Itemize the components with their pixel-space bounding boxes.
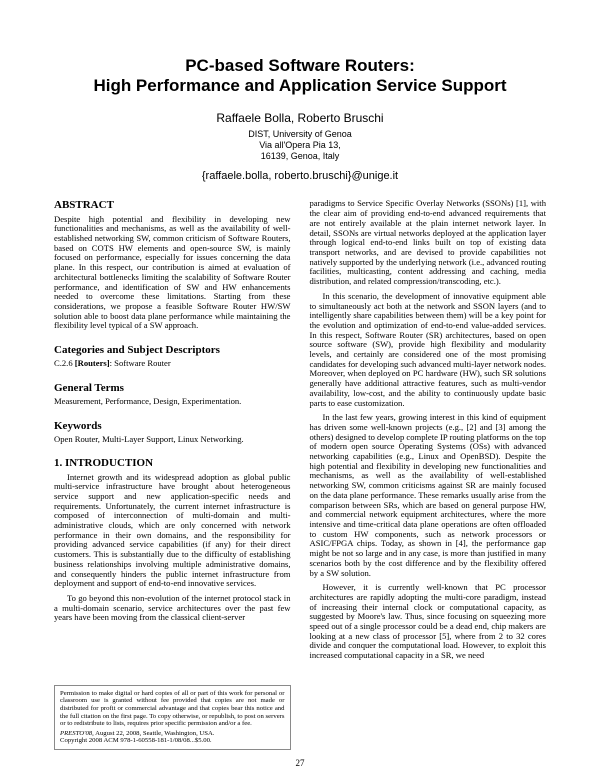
general-terms-text: Measurement, Performance, Design, Experimentation. bbox=[54, 395, 242, 406]
categories-bold: [Routers] bbox=[74, 358, 110, 369]
introduction-paragraph: Internet growth and its widespread adoption as global public multi-service infrastructure have brought about heterogeneous service support and new application-specific needs and requirements. Unfortunately, the current internet infrastructure is composed of interconnection of multi-domain and multi-administrative clouds, which are only concerned with network performance in their own domains, and the responsibility for providing advanced service capabilities (if any) for their direct customers. This is substantially due to the difficulty of establishing business relationships involving multiple administrative domains, and consequently hinders the public internet infrastructure from deployment and support of end-to-end innovative services. bbox=[54, 471, 291, 589]
copyright-line: Copyright 2008 ACM 978-1-60558-181-1/08/08...$5.00. bbox=[60, 737, 212, 745]
column-left bbox=[54, 199, 291, 750]
page-number: 27 bbox=[295, 758, 305, 768]
abstract-text: Despite high potential and flexibility in developing new functionalities and mechanisms, as well as the availability of well-established networking SW, common criticism of Software Routers, based on COTS HW elements and open-source SW, is mainly focused on performance, especially for issues concerning the data plane. In this respect, our contribution is aimed at evaluation of architectural bottlenecks limiting the scalability of Software Router performance, and identification of SW and HW enhancements needed to overcome these limitations. Starting from these considerations, we propose a feasible Software Router HW/SW solution able to boost data plane performance while maintaining the flexibility level typical of a SW approach. bbox=[54, 213, 291, 331]
affiliation-line-3: 16139, Genoa, Italy bbox=[260, 150, 340, 161]
title-line-2: High Performance and Application Service Support bbox=[93, 76, 507, 96]
title-line-1: PC-based Software Routers: bbox=[185, 56, 415, 75]
paper-header bbox=[54, 56, 546, 182]
categories-text bbox=[54, 359, 291, 369]
email-line: {raffaele.bolla, roberto.bruschi}@unige.it bbox=[201, 170, 399, 183]
categories-rest: : Software Router bbox=[109, 358, 171, 369]
introduction-paragraph: To go beyond this non-evolution of the internet protocol stack in a multi-domain scenario, service architectures over the past few years have been moving from the classical client-server bbox=[54, 592, 291, 623]
authors-line: Raffaele Bolla, Roberto Bruschi bbox=[216, 111, 384, 126]
categories-code: C.2.6 bbox=[54, 358, 75, 369]
permission-notice bbox=[54, 685, 291, 750]
conference-details: August 22, 2008, Seattle, Washington, USA. bbox=[93, 729, 215, 737]
keywords-heading: Keywords bbox=[54, 419, 102, 432]
affiliation-line-1: DIST, University of Genoa bbox=[248, 129, 352, 140]
affiliation-line-2: Via all'Opera Pia 13, bbox=[259, 139, 341, 150]
body-paragraph: paradigms to Service Specific Overlay Networks (SSONs) [1], with the clear aim of providing end-to-end advanced requirements that are not entirely available at the plain internet network layer. In detail, SSONs are virtual networks deployed at the application layer through logical end-to-end links built on top of existing data transport networks, and are devised to provide capabilities not natively supported by the underlying network (i.e., advanced routing facilities, multicasting, content addressing and caching, media distribution, and related compression/transcoding, etc.). bbox=[309, 198, 546, 287]
keywords-text: Open Router, Multi-Layer Support, Linux Networking. bbox=[54, 433, 244, 444]
column-right bbox=[310, 199, 547, 750]
body-paragraph: However, it is currently well-known that PC processor architectures are rapidly adopting the multi-core paradigm, instead of increasing their internal clock or computational capacity, as suggested by Moore's law. Thus, since focusing on squeezing more speed out of a single processor could be a dead end, chip makers are looking at a new class of processor [5], where from 2 to 32 cores divide and conquer the computational load. However, to exploit this increased computational capacity in a SR, we need bbox=[309, 582, 546, 661]
categories-heading: Categories and Subject Descriptors bbox=[54, 344, 220, 357]
conference-line bbox=[60, 730, 285, 738]
abstract-heading: ABSTRACT bbox=[54, 199, 114, 212]
affiliation-block bbox=[54, 129, 546, 161]
two-column-body bbox=[54, 199, 546, 750]
introduction-heading: 1. INTRODUCTION bbox=[54, 457, 154, 470]
permission-text: Permission to make digital or hard copies of all or part of this work for personal or classroom use is granted without fee provided that copies are not made or distributed for profit or commercial advantage and that copies bear this notice and the full citation on the first page. To copy otherwise, or republish, to post on servers or to redistribute to lists, requires prior specific permission and/or a fee. bbox=[60, 689, 285, 728]
paper-title bbox=[54, 56, 546, 96]
body-paragraph: In this scenario, the development of innovative equipment able to simultaneously act both at the network and SSON layers (and to intelligently share capabilities between them) will be a key point for the evolution and optimization of end-to-end value-added services. In this respect, Software Router (SR) architectures, based on open source software (SW), provide high flexibility and modularity levels, and certainly are considered one of the most promising candidates for developing such advanced multi-layer network nodes. Moreover, when deployed on PC hardware (HW), such SR solutions generally have additional attractive features, such as multi-vendor availability, low-cost, and the ability to continuously update basic parts to ease customization. bbox=[309, 290, 546, 408]
body-paragraph: In the last few years, growing interest in this kind of equipment has driven some well-known projects (e.g., [2] and [3] among the others) designed to develop complete IP routing platforms on the top of modern open source Operating Systems (OSs) with advanced networking capabilities (e.g., Linux and OpenBSD). Despite the high potential and flexibility in developing new functionalities and mechanisms, as well as the availability of well-established networking SW, common criticisms against SR are mainly focused on the data plane performance. These remarks usually arise from the comparison between SRs, which are based on general purpose HW, and commercial network equipment architectures, where the more intensive and time-critical data plane operations are often offloaded to custom HW components, such as network processors or ASIC/FPGA chips. Today, as shown in [4], the performance gap might be not so large and in any case, is more than justified in many scenarios both by the cost difference and by the flexibility offered by a SW solution. bbox=[309, 412, 546, 578]
conference-name: PRESTO'08, bbox=[60, 729, 94, 737]
general-terms-heading: General Terms bbox=[54, 381, 124, 394]
